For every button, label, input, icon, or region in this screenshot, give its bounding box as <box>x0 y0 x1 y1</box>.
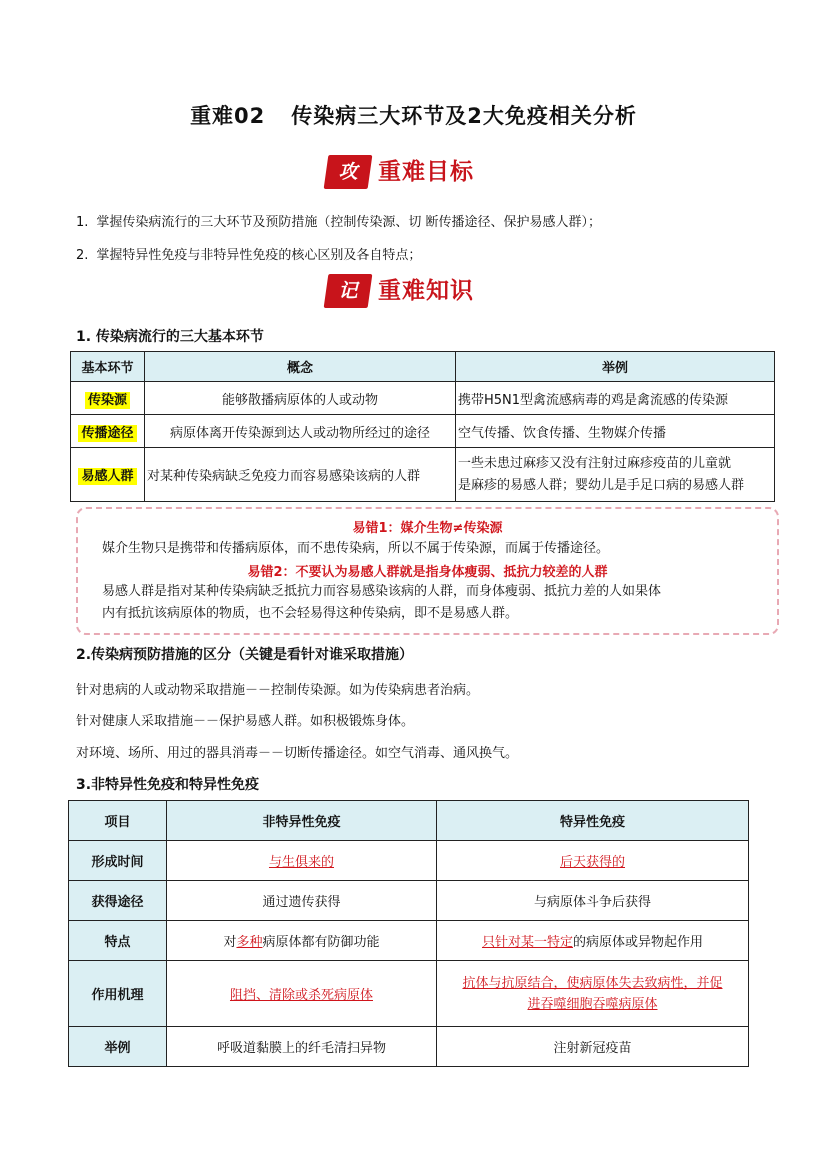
table-row: 形成时间 与生俱来的 后天获得的 <box>69 841 749 881</box>
table-row: 获得途径 通过遗传获得 与病原体斗争后获得 <box>69 881 749 921</box>
knowledge-banner-label: 重难知识 <box>378 278 474 304</box>
table-row: 传播途径 病原体离开传染源到达人或动物所经过的途径 空气传播、饮食传播、生物媒介传播 <box>71 415 775 448</box>
mistake-text: 媒介生物只是携带和传播病原体，而不患传染病，所以不属于传染源，而属于传播途径。 <box>102 541 610 556</box>
table-row: 作用机理 阻挡、清除或杀死病原体 抗体与抗原结合，使病原体失去致病性，并促 进吞噬细胞吞噬病原体 <box>69 961 749 1027</box>
table-header-row <box>69 801 749 841</box>
goal-badge-icon: 攻 <box>338 161 358 183</box>
key-term: 易感人群 <box>78 468 136 485</box>
mistake-warning: 易错1：媒介生物≠传染源 <box>352 521 503 536</box>
goal-banner <box>326 155 502 189</box>
table-header-row <box>71 352 775 382</box>
paragraph: 对环境、场所、用过的器具消毒－－切断传播途径。如空气消毒、通风换气。 <box>76 746 519 761</box>
header-cell: 基本环节 <box>71 352 145 382</box>
immunity-table <box>68 800 749 1067</box>
key-term: 传染源 <box>85 392 130 409</box>
knowledge-banner <box>326 274 502 308</box>
header-cell: 概念 <box>145 352 456 382</box>
table-row: 传染源 能够散播病原体的人或动物 携带H5N1型禽流感病毒的鸡是禽流感的传染源 <box>71 382 775 415</box>
page-title-code: 重难02 <box>190 104 266 128</box>
page-title-text: 传染病三大环节及2大免疫相关分析 <box>291 104 637 128</box>
header-cell: 项目 <box>69 801 167 841</box>
transmission-table <box>70 351 775 502</box>
table-row: 特点 对多种病原体都有防御功能 只针对某一特定的病原体或异物起作用 <box>69 921 749 961</box>
paragraph: 针对健康人采取措施－－保护易感人群。如积极锻炼身体。 <box>76 714 415 729</box>
mistake-warning: 易错2：不要认为易感人群就是指身体瘦弱、抵抗力较差的人群 <box>247 565 608 580</box>
header-cell: 非特异性免疫 <box>167 801 437 841</box>
table-row: 易感人群 对某种传染病缺乏免疫力而容易感染该病的人群 一些未患过麻疹又没有注射过麻疹疫苗的儿童就 是麻疹的易感人群；婴幼儿是手足口病的易感人群 <box>71 448 775 502</box>
header-cell: 特异性免疫 <box>437 801 749 841</box>
mistake-text: 易感人群是指对某种传染病缺乏抵抗力而容易感染该病的人群，而身体瘦弱、抵抗力差的人如果体 内有抵抗该病原体的物质，也不会轻易得这种传染病，即不是易感人群。 <box>102 584 662 621</box>
section3-heading: 3.非特异性免疫和特异性免疫 <box>76 777 260 793</box>
key-term: 传播途径 <box>78 425 136 442</box>
section2-heading: 2.传染病预防措施的区分（关键是看针对谁采取措施） <box>76 647 414 663</box>
section1-heading: 1. 传染病流行的三大基本环节 <box>76 329 264 345</box>
paragraph: 针对患病的人或动物采取措施－－控制传染源。如为传染病患者治病。 <box>76 683 480 698</box>
knowledge-badge-icon: 记 <box>338 280 358 302</box>
table-row: 举例 呼吸道黏膜上的纤毛清扫异物 注射新冠疫苗 <box>69 1027 749 1067</box>
header-cell: 举例 <box>456 352 775 382</box>
goal-banner-label: 重难目标 <box>378 159 474 185</box>
objective-item: 1. 掌握传染病流行的三大环节及预防措施（控制传染源、切 断传播途径、保护易感人群）； <box>76 215 602 230</box>
page-title <box>0 100 827 130</box>
objective-item: 2. 掌握特异性免疫与非特异性免疫的核心区别及各自特点； <box>76 248 422 263</box>
common-mistakes-box <box>76 507 779 635</box>
